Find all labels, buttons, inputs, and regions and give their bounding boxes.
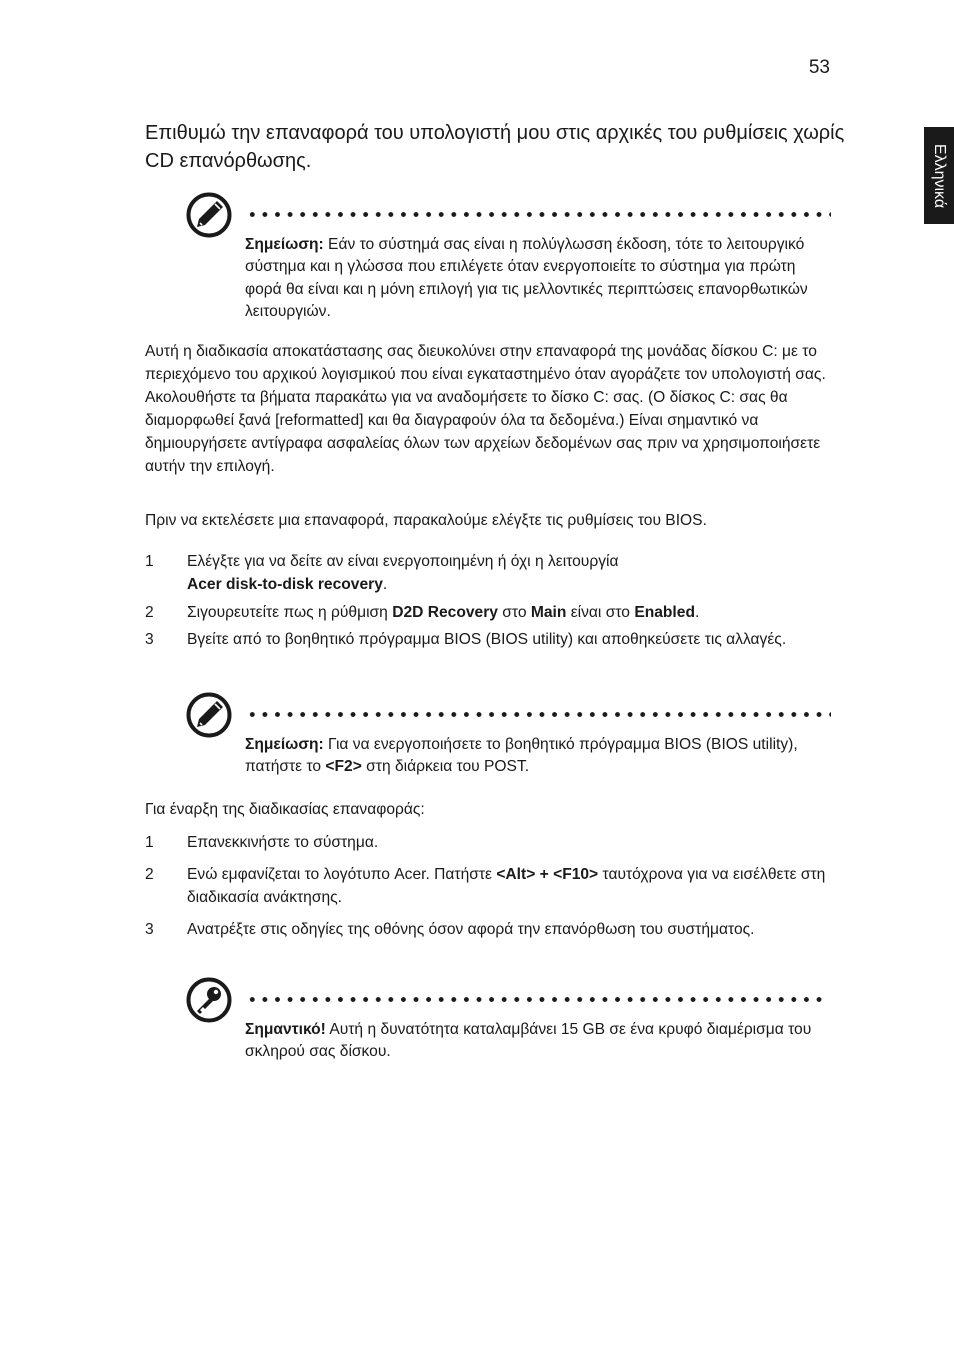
bios-check-intro: Πριν να εκτελέσετε μια επαναφορά, παρακαλούμε ελέγξτε τις ρυθμίσεις του BIOS. <box>145 512 707 529</box>
note-box-2 <box>186 692 831 782</box>
note-body: Αυτή η δυνατότητα καταλαμβάνει 15 GB σε ένα κρυφό διαμέρισμα του σκληρού σας δίσκου. <box>245 1021 812 1061</box>
list-text: Σιγουρευτείτε πως η ρύθμιση D2D Recovery στο Main είναι στο Enabled. <box>187 604 700 621</box>
list-text: Ελέγξτε για να δείτε αν είναι ενεργοποιημένη ή όχι η λειτουργία Acer disk-to-disk recovery. <box>187 553 619 593</box>
note-text: Σημείωση: Για να ενεργοποιήσετε το βοηθητικό πρόγραμμα BIOS (BIOS utility), πατήστε το <F2> στη διάρκεια του POST. <box>245 736 798 776</box>
list-text: Βγείτε από το βοηθητικό πρόγραμμα BIOS (BIOS utility) και αποθηκεύσετε τις αλλαγές. <box>187 631 787 648</box>
list-number: 2 <box>145 866 154 883</box>
note-label: Σημείωση: <box>245 736 324 753</box>
note-text <box>245 234 825 323</box>
important-box <box>186 977 831 1067</box>
note-text <box>245 1019 825 1064</box>
list-number: 3 <box>145 631 154 648</box>
note-label: Σημαντικό! <box>245 1021 326 1038</box>
restore-intro: Για έναρξη της διαδικασίας επαναφοράς: <box>145 801 425 818</box>
page-number: 53 <box>808 57 830 78</box>
note-pen-icon <box>186 192 232 238</box>
important-key-icon <box>186 977 232 1023</box>
note-body: Εάν το σύστημά σας είναι η πολύγλωσση έκδοση, τότε το λειτουργικό σύστημα και η γλώσσα που επιλέγετε όταν ενεργοποιείτε το σύστημα για πρώτη φορά θα είναι και η μόνη επιλογή για τις μελλοντικές περιπτώσεις επανορθωτικών λειτουργιών. <box>245 236 808 320</box>
note-pen-icon <box>186 692 232 738</box>
list-number: 3 <box>145 921 154 938</box>
language-side-tab-label: Ελληνικά <box>931 143 948 208</box>
note-label: Σημείωση: <box>245 236 324 253</box>
note-box-1 <box>186 192 831 322</box>
list-text: Ανατρέξτε στις οδηγίες της οθόνης όσον αφορά την επανόρθωση του συστήματος. <box>187 921 755 938</box>
note-divider <box>246 712 831 717</box>
note-divider <box>246 212 831 217</box>
list-number: 2 <box>145 604 154 621</box>
list-text: Ενώ εμφανίζεται το λογότυπο Acer. Πατήστε <Alt> + <F10> ταυτόχρονα για να εισέλθετε στη διαδικασία ανάκτησης. <box>187 866 826 906</box>
language-side-tab <box>924 127 954 224</box>
list-text: Επανεκκινήστε το σύστημα. <box>187 834 379 851</box>
recovery-description: Αυτή η διαδικασία αποκατάστασης σας διευκολύνει στην επαναφορά της μονάδας δίσκου C: με το περιεχόμενο του αρχικού λογισμικού που είναι εγκαταστημένο όταν αγοράζετε τον υπολογιστή σας. Ακολουθήστε τα βήματα παρακάτω για να αναδομήσετε το δίσκο C: σας. (Ο δίσκος C: σας θα διαμορφωθεί ξανά [reformatted] και θα διαγραφούν όλα τα δεδομένα.) Είναι σημαντικό να δημιουργήσετε αντίγραφα ασφαλείας όλων των αρχείων δεδομένων σας πριν να χρησιμοποιήσετε αυτήν την επιλογή. <box>145 343 826 475</box>
list-number: 1 <box>145 834 154 851</box>
note-divider <box>246 997 826 1002</box>
section-heading: Επιθυμώ την επαναφορά του υπολογιστή μου στις αρχικές του ρυθμίσεις χωρίς CD επανόρθωσης. <box>145 122 845 172</box>
list-number: 1 <box>145 553 154 570</box>
